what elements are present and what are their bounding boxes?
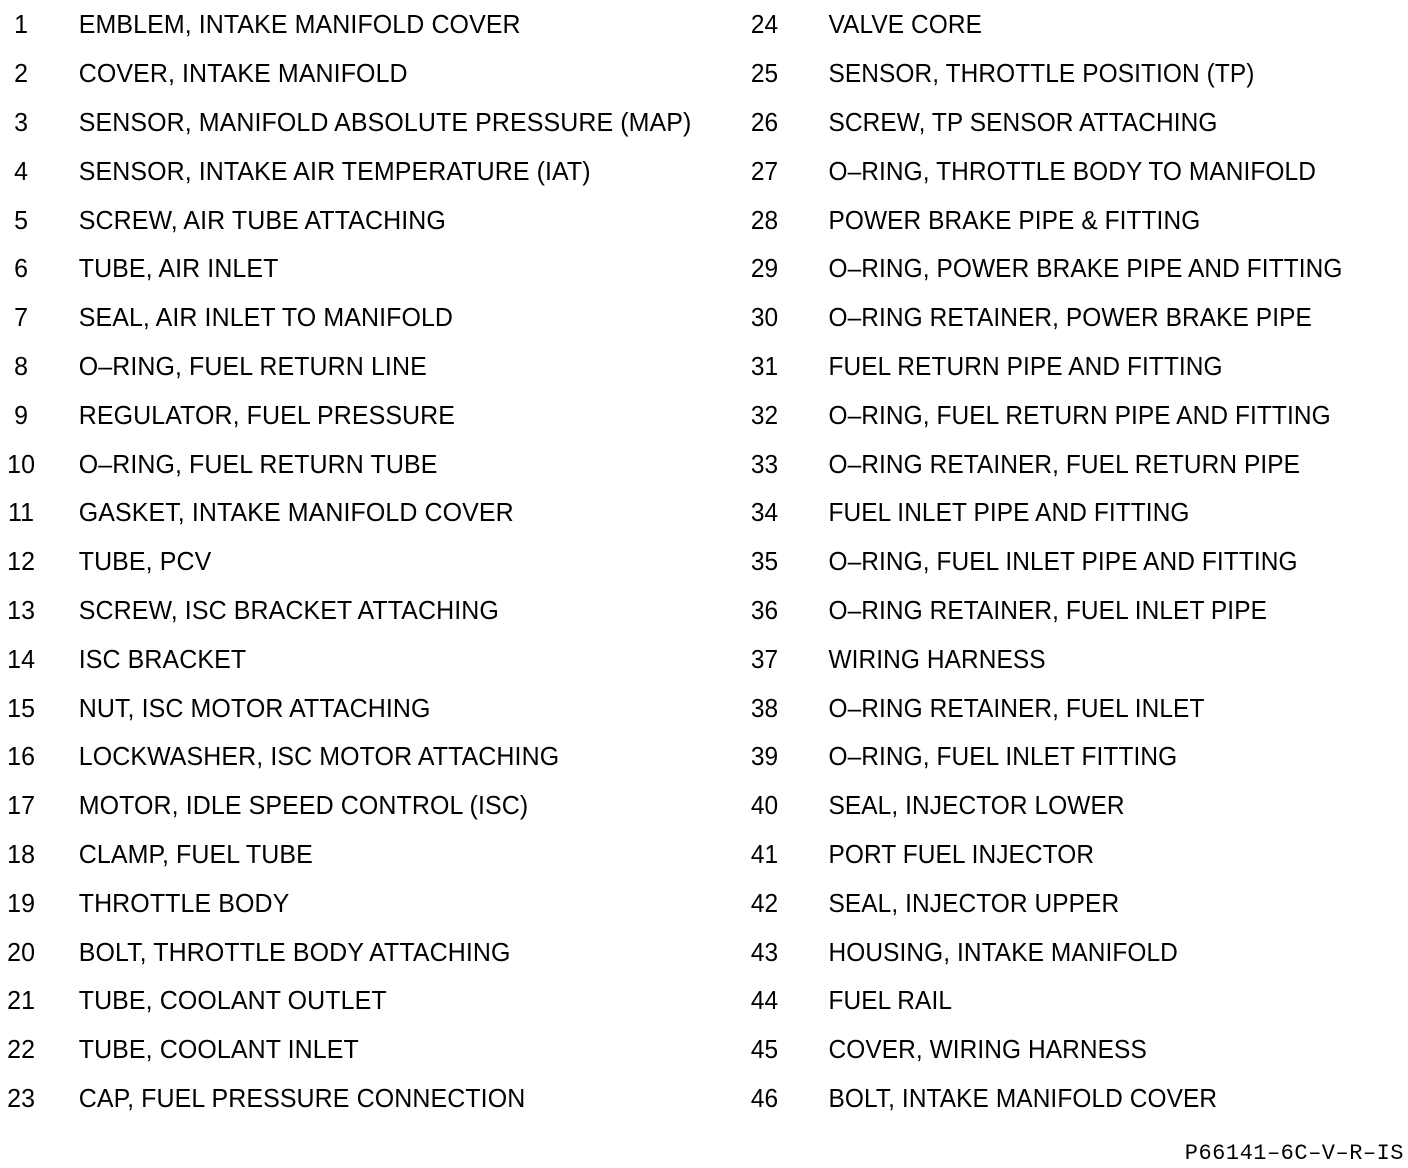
legend-item-label: VALVE CORE bbox=[828, 9, 982, 40]
legend-item-number: 46 bbox=[750, 1082, 779, 1113]
legend-item-label: FUEL RETURN PIPE AND FITTING bbox=[828, 350, 1223, 381]
legend-item-label: CLAMP, FUEL TUBE bbox=[78, 838, 313, 869]
legend-item bbox=[742, 244, 1368, 293]
legend-item-number: 1 bbox=[14, 9, 29, 40]
legend-item-label: MOTOR, IDLE SPEED CONTROL (ISC) bbox=[78, 790, 529, 821]
legend-item-label: THROTTLE BODY bbox=[78, 887, 290, 918]
legend-item-number: 2 bbox=[14, 58, 29, 89]
legend-item-number: 40 bbox=[750, 790, 779, 821]
legend-item-number: 16 bbox=[7, 741, 36, 772]
legend-item-label: COVER, INTAKE MANIFOLD bbox=[78, 58, 408, 89]
legend-item-number: 44 bbox=[750, 985, 779, 1016]
legend-item bbox=[0, 49, 710, 98]
legend-item bbox=[742, 878, 1368, 927]
legend-item bbox=[742, 683, 1368, 732]
legend-item-label: SEAL, INJECTOR UPPER bbox=[828, 887, 1120, 918]
legend-item bbox=[742, 0, 1368, 49]
legend-item-number: 7 bbox=[14, 302, 29, 333]
legend-item bbox=[742, 830, 1368, 879]
legend-item-number: 43 bbox=[750, 936, 779, 967]
legend-item-label: GASKET, INTAKE MANIFOLD COVER bbox=[78, 497, 514, 528]
legend-item-label: BOLT, THROTTLE BODY ATTACHING bbox=[78, 936, 511, 967]
legend-item bbox=[0, 98, 710, 147]
legend-item-number: 45 bbox=[750, 1034, 779, 1065]
legend-item-label: O–RING, FUEL RETURN PIPE AND FITTING bbox=[828, 399, 1331, 430]
legend-item-number: 12 bbox=[7, 546, 36, 577]
legend-item-number: 24 bbox=[750, 9, 779, 40]
legend-item-number: 14 bbox=[7, 643, 36, 674]
legend-item bbox=[0, 927, 710, 976]
legend-item-label: COVER, WIRING HARNESS bbox=[828, 1034, 1147, 1065]
legend-item-label: CAP, FUEL PRESSURE CONNECTION bbox=[78, 1082, 526, 1113]
legend-item-number: 18 bbox=[7, 838, 36, 869]
legend-item-label: SEAL, INJECTOR LOWER bbox=[828, 790, 1125, 821]
legend-item-label: TUBE, COOLANT OUTLET bbox=[78, 985, 387, 1016]
legend-item bbox=[0, 1025, 710, 1074]
legend-item-number: 28 bbox=[750, 204, 779, 235]
legend-item bbox=[742, 49, 1368, 98]
legend-item bbox=[742, 488, 1368, 537]
legend-item-label: BOLT, INTAKE MANIFOLD COVER bbox=[828, 1082, 1218, 1113]
legend-item bbox=[742, 586, 1368, 635]
legend-item-label: FUEL INLET PIPE AND FITTING bbox=[828, 497, 1190, 528]
legend-item bbox=[742, 781, 1368, 830]
legend-item-label: FUEL RAIL bbox=[828, 985, 953, 1016]
legend-item bbox=[0, 683, 710, 732]
legend-item-number: 19 bbox=[7, 887, 36, 918]
legend-item-number: 31 bbox=[750, 350, 779, 381]
legend-item-label: SCREW, TP SENSOR ATTACHING bbox=[828, 106, 1218, 137]
legend-item-number: 32 bbox=[750, 399, 779, 430]
legend-item-label: TUBE, COOLANT INLET bbox=[78, 1034, 359, 1065]
legend-item-number: 42 bbox=[750, 887, 779, 918]
legend-item-number: 4 bbox=[14, 155, 29, 186]
legend-item-number: 34 bbox=[750, 497, 779, 528]
legend-item-label: O–RING RETAINER, POWER BRAKE PIPE bbox=[828, 302, 1312, 333]
legend-item-label: O–RING, FUEL RETURN LINE bbox=[78, 350, 427, 381]
legend-item-label: WIRING HARNESS bbox=[828, 643, 1046, 674]
legend-item-number: 10 bbox=[7, 448, 36, 479]
legend-item-number: 36 bbox=[750, 594, 779, 625]
legend-item bbox=[0, 439, 710, 488]
legend-item-number: 8 bbox=[14, 350, 29, 381]
legend-item-number: 29 bbox=[750, 253, 779, 284]
legend-item-label: SCREW, ISC BRACKET ATTACHING bbox=[78, 594, 499, 625]
legend-item bbox=[0, 830, 710, 879]
legend-item-label: O–RING, FUEL INLET PIPE AND FITTING bbox=[828, 546, 1298, 577]
legend-item-number: 6 bbox=[14, 253, 29, 284]
legend-item-label: O–RING, FUEL INLET FITTING bbox=[828, 741, 1178, 772]
legend-item bbox=[742, 146, 1368, 195]
legend-item-number: 5 bbox=[14, 204, 29, 235]
legend-item-number: 35 bbox=[750, 546, 779, 577]
legend-item-number: 3 bbox=[14, 106, 29, 137]
legend-item bbox=[742, 927, 1368, 976]
legend-item bbox=[0, 293, 710, 342]
legend-item-label: ISC BRACKET bbox=[78, 643, 247, 674]
legend-item-number: 25 bbox=[750, 58, 779, 89]
legend-item-label: POWER BRAKE PIPE & FITTING bbox=[828, 204, 1201, 235]
legend-item bbox=[0, 537, 710, 586]
legend-item-label: LOCKWASHER, ISC MOTOR ATTACHING bbox=[78, 741, 560, 772]
legend-item bbox=[742, 634, 1368, 683]
legend-item bbox=[0, 878, 710, 927]
legend-item-label: SENSOR, THROTTLE POSITION (TP) bbox=[828, 58, 1255, 89]
legend-item-label: TUBE, AIR INLET bbox=[78, 253, 279, 284]
legend-item bbox=[0, 488, 710, 537]
legend-item bbox=[0, 146, 710, 195]
legend-item-label: EMBLEM, INTAKE MANIFOLD COVER bbox=[78, 9, 521, 40]
legend-item-label: NUT, ISC MOTOR ATTACHING bbox=[78, 692, 431, 723]
legend-column-right bbox=[742, 0, 1408, 1122]
legend-item-label: O–RING RETAINER, FUEL RETURN PIPE bbox=[828, 448, 1301, 479]
legend-item-label: SENSOR, INTAKE AIR TEMPERATURE (IAT) bbox=[78, 155, 591, 186]
legend-item-label: O–RING, THROTTLE BODY TO MANIFOLD bbox=[828, 155, 1316, 186]
legend-item-number: 15 bbox=[7, 692, 36, 723]
legend-item bbox=[0, 244, 710, 293]
legend-item-number: 17 bbox=[7, 790, 36, 821]
legend-item-number: 9 bbox=[14, 399, 29, 430]
legend-item-label: HOUSING, INTAKE MANIFOLD bbox=[828, 936, 1178, 967]
legend-item-number: 20 bbox=[7, 936, 36, 967]
legend-item bbox=[742, 537, 1368, 586]
figure-code: P66141–6C–V–R–IS bbox=[1184, 1141, 1404, 1166]
legend-item-label: O–RING, FUEL RETURN TUBE bbox=[78, 448, 438, 479]
legend-item-number: 21 bbox=[7, 985, 36, 1016]
legend-item-label: O–RING RETAINER, FUEL INLET PIPE bbox=[828, 594, 1267, 625]
legend-item bbox=[742, 293, 1368, 342]
legend-item bbox=[0, 342, 710, 391]
legend-item bbox=[742, 195, 1368, 244]
legend-item-number: 39 bbox=[750, 741, 779, 772]
legend-item-label: REGULATOR, FUEL PRESSURE bbox=[78, 399, 456, 430]
legend-item-number: 23 bbox=[7, 1082, 36, 1113]
legend-item-label: PORT FUEL INJECTOR bbox=[828, 838, 1095, 869]
legend-item-number: 11 bbox=[8, 497, 35, 528]
legend-item bbox=[742, 1074, 1368, 1123]
legend-item bbox=[0, 195, 710, 244]
legend-item bbox=[742, 439, 1368, 488]
legend-item-label: O–RING RETAINER, FUEL INLET bbox=[828, 692, 1205, 723]
legend-item-label: SCREW, AIR TUBE ATTACHING bbox=[78, 204, 446, 235]
legend-item-label: O–RING, POWER BRAKE PIPE AND FITTING bbox=[828, 253, 1343, 284]
legend-item-number: 26 bbox=[750, 106, 779, 137]
legend-item bbox=[0, 976, 710, 1025]
legend-item bbox=[742, 732, 1368, 781]
legend-item-number: 22 bbox=[7, 1034, 36, 1065]
legend-item-number: 38 bbox=[750, 692, 779, 723]
legend-item bbox=[0, 634, 710, 683]
legend-item-label: SENSOR, MANIFOLD ABSOLUTE PRESSURE (MAP) bbox=[78, 106, 692, 137]
legend-item bbox=[0, 781, 710, 830]
legend-item bbox=[0, 390, 710, 439]
legend-item bbox=[0, 732, 710, 781]
legend-item-label: TUBE, PCV bbox=[78, 546, 212, 577]
legend-item bbox=[0, 586, 710, 635]
legend-item-number: 37 bbox=[750, 643, 779, 674]
legend-item-label: SEAL, AIR INLET TO MANIFOLD bbox=[78, 302, 454, 333]
legend-item-number: 41 bbox=[750, 838, 779, 869]
legend-item bbox=[742, 342, 1368, 391]
legend-item bbox=[0, 1074, 710, 1123]
legend-item bbox=[742, 390, 1368, 439]
legend-item bbox=[742, 98, 1368, 147]
legend-item-number: 33 bbox=[750, 448, 779, 479]
legend-item bbox=[742, 1025, 1368, 1074]
legend-item bbox=[742, 976, 1368, 1025]
legend-item bbox=[0, 0, 710, 49]
legend-item-number: 30 bbox=[750, 302, 779, 333]
legend-item-number: 27 bbox=[750, 155, 779, 186]
legend-item-number: 13 bbox=[7, 594, 36, 625]
